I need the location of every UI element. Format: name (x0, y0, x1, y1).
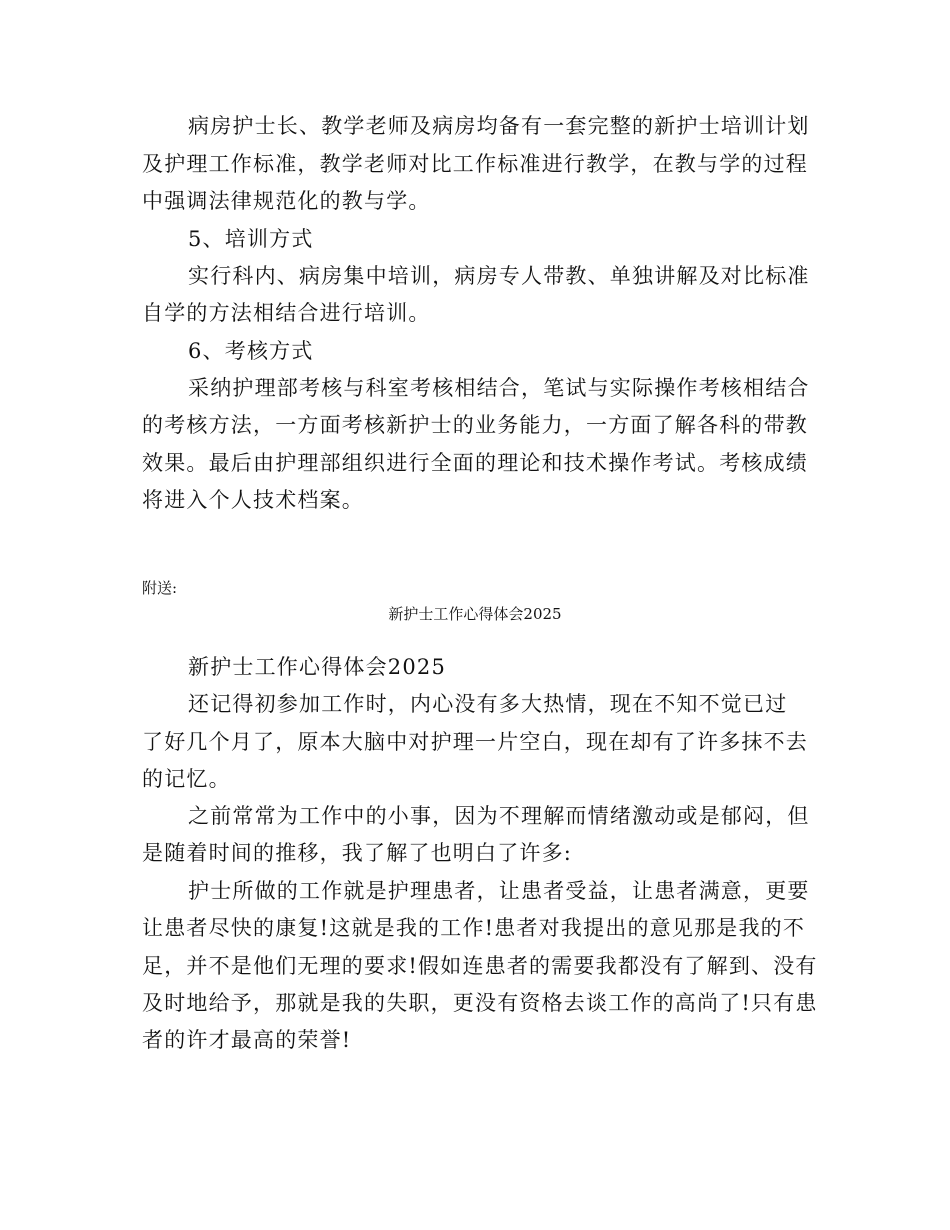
paragraph-line: 护士所做的工作就是护理患者，让患者受益，让患者满意，更要 (188, 879, 810, 903)
paragraph-line: 采纳护理部考核与科室考核相结合，笔试与实际操作考核相结合 (188, 376, 810, 400)
paragraph-line: 足，并不是他们无理的要求!假如连患者的需要我都没有了解到、没有 (142, 954, 818, 978)
paragraph-line: 中强调法律规范化的教与学。 (142, 189, 431, 213)
paragraph-line: 及时地给予，那就是我的失职，更没有资格去谈工作的高尚了!只有患 (142, 991, 818, 1015)
paragraph-line: 者的许才最高的荣誉! (142, 1028, 352, 1052)
paragraph-line: 自学的方法相结合进行培训。 (142, 301, 431, 325)
paragraph-line: 还记得初参加工作时，内心没有多大热情，现在不知不觉已过 (188, 692, 788, 716)
paragraph-line: 之前常常为工作中的小事，因为不理解而情绪激动或是郁闷，但 (188, 804, 810, 828)
paragraph-line: 将进入个人技术档案。 (142, 488, 364, 512)
section-heading: 5、培训方式 (188, 227, 314, 251)
section-heading: 6、考核方式 (188, 339, 314, 363)
paragraph-line: 效果。最后由护理部组织进行全面的理论和技术操作考试。考核成绩 (142, 451, 808, 475)
paragraph-line: 是随着时间的推移，我了解了也明白了许多: (142, 841, 573, 865)
paragraph-line: 的记忆。 (142, 767, 231, 791)
paragraph-line: 了好几个月了，原本大脑中对护理一片空白，现在却有了许多抹不去 (142, 730, 808, 754)
paragraph-line: 的考核方法，一方面考核新护士的业务能力，一方面了解各科的带教 (142, 413, 808, 437)
appendix-center-title: 新护士工作心得体会2025 (388, 605, 562, 623)
paragraph-line: 让患者尽快的康复!这就是我的工作!患者对我提出的意见那是我的不 (142, 916, 806, 940)
appendix-label: 附送: (142, 579, 178, 597)
paragraph-line: 病房护士长、教学老师及病房均备有一套完整的新护士培训计划 (188, 114, 810, 138)
paragraph-line: 实行科内、病房集中培训，病房专人带教、单独讲解及对比标准 (188, 264, 810, 288)
appendix-body-title: 新护士工作心得体会2025 (188, 655, 447, 679)
paragraph-line: 及护理工作标准，教学老师对比工作标准进行教学，在教与学的过程 (142, 152, 808, 176)
